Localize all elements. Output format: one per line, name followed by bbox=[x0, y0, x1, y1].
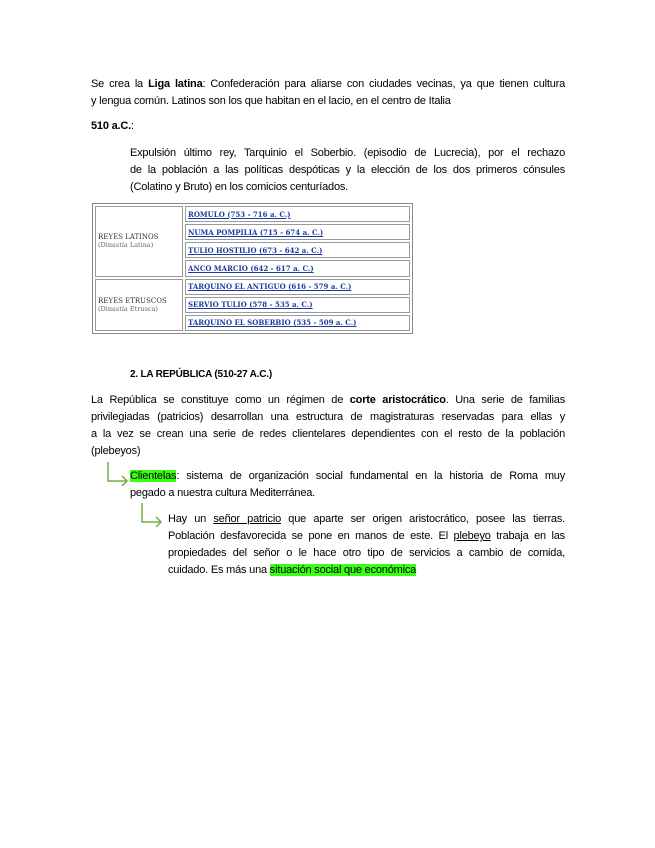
group-etruscos: REYES ETRUSCOS (Dinastía Etrusca) bbox=[95, 279, 183, 331]
expulsion-line-1: Expulsión último rey, Tarquinio el Soberbio. (episodio de Lucrecia), por el rechazo bbox=[130, 147, 565, 159]
clientelas-line-1: Clientelas: sistema de organización social fundamental en la historia de Roma muy bbox=[130, 470, 565, 482]
king-link[interactable]: ROMULO (753 - 716 a. C.) bbox=[185, 206, 410, 222]
senor-line-1: Hay un señor patricio que aparte ser origen aristocrático, posee las tierras. bbox=[168, 513, 566, 525]
senor-line-2: Población desfavorecida se pone en manos de este. El plebeyo trabaja en las bbox=[168, 530, 565, 542]
arrow-icon bbox=[135, 503, 167, 527]
senor-line-3: propiedades del señor o le hace otro tipo de servicios a cambio de comida, bbox=[168, 547, 565, 559]
intro-line-1: Se crea la Liga latina: Confederación para aliarse con ciudades vecinas, ya que tienen cultura bbox=[91, 78, 566, 90]
intro-line-2: y lengua común. Latinos son los que habitan en el lacio, en el centro de Italia bbox=[91, 95, 451, 107]
king-link[interactable]: TULIO HOSTILIO (673 - 642 a. C.) bbox=[185, 242, 410, 258]
king-link[interactable]: TARQUINO EL ANTIGUO (616 - 579 a. C.) bbox=[185, 279, 410, 295]
republica-line-2: privilegiadas (patricios) desarrollan una estructura de magistraturas reservadas para ellas y bbox=[91, 411, 565, 423]
date-heading: 510 a.C.: bbox=[91, 120, 134, 132]
liga-latina-term: Liga latina bbox=[148, 78, 203, 90]
kings-table bbox=[92, 203, 413, 334]
senor-line-4: cuidado. Es más una situación social que económica bbox=[168, 564, 417, 576]
republica-line-4: (plebeyos) bbox=[91, 445, 141, 457]
section-heading: 2. LA REPÚBLICA (510-27 A.C.) bbox=[130, 369, 273, 380]
expulsion-line-2: de la población a las políticas despóticas y la elección de los dos primeros cónsules bbox=[130, 164, 565, 176]
group-latinos: REYES LATINOS (Dinastía Latina) bbox=[95, 206, 183, 277]
king-link[interactable]: SERVIO TULIO (578 - 535 a. C.) bbox=[185, 297, 410, 313]
arrow-icon bbox=[100, 462, 132, 486]
republica-line-3: a la vez se crean una serie de redes clientelares dependientes con el resto de la población bbox=[91, 428, 565, 440]
situacion-social-term: situación social que económica bbox=[269, 564, 417, 576]
clientelas-line-2: pegado a nuestra cultura Mediterránea. bbox=[130, 487, 316, 499]
king-link[interactable]: TARQUINO EL SOBERBIO (535 - 509 a. C.) bbox=[185, 315, 410, 331]
expulsion-line-3: (Colatino y Bruto) en los comicios centuríados. bbox=[130, 181, 349, 193]
senor-patricio-term: señor patricio bbox=[213, 513, 282, 525]
republica-line-1: La República se constituye como un régimen de corte aristocrático. Una serie de familias bbox=[91, 394, 565, 406]
clientelas-term: Clientelas bbox=[130, 470, 177, 482]
plebeyo-term: plebeyo bbox=[453, 530, 491, 542]
king-link[interactable]: NUMA POMPILIA (715 - 674 a. C.) bbox=[185, 224, 410, 240]
king-link[interactable]: ANCO MARCIO (642 - 617 a. C.) bbox=[185, 260, 410, 276]
